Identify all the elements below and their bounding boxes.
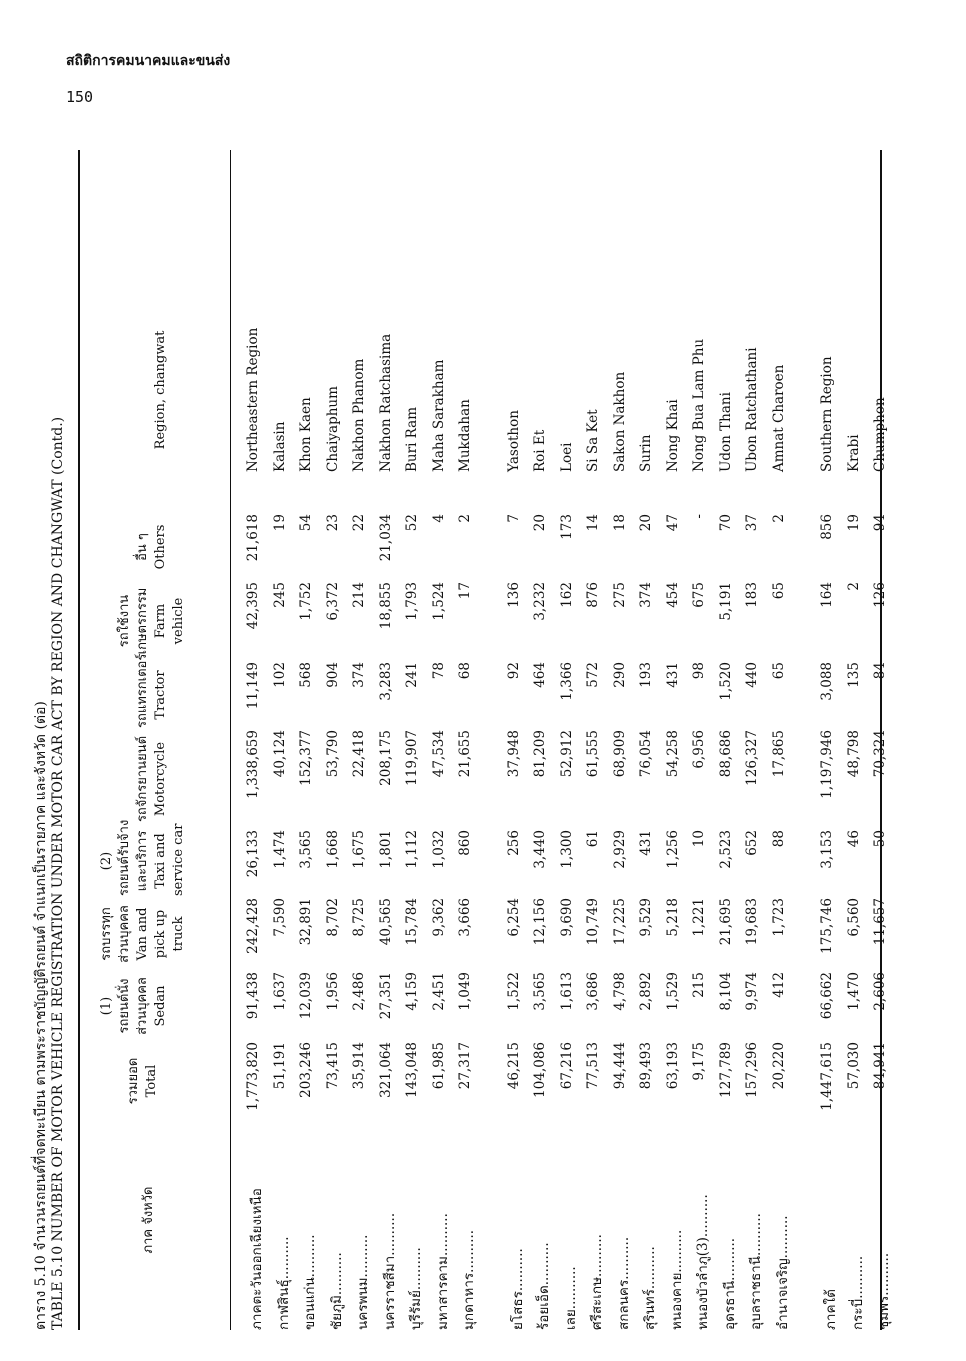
cell-farm: 374	[638, 582, 654, 608]
cell-farm: 18,855	[377, 582, 394, 630]
page-number: 150	[66, 88, 94, 106]
cell-moto: 1,197,946	[819, 730, 835, 799]
cell-sedan: 2,606	[872, 972, 888, 1011]
cell-total: 61,985	[430, 1042, 447, 1090]
cell-farm: 126	[872, 582, 888, 608]
cell-th: ชุมพร..........	[876, 1252, 892, 1330]
cell-moto: 152,377	[298, 730, 314, 786]
cell-farm: 6,372	[324, 582, 341, 621]
cell-en: Nong Bua Lam Phu	[691, 338, 707, 472]
cell-tractor: 78	[430, 662, 447, 680]
cell-th: มหาสารคาม..........	[434, 1213, 451, 1330]
cell-en: Kalasin	[271, 421, 288, 472]
cell-en: Si Sa Ket	[585, 409, 601, 472]
table-row	[298, 150, 320, 1330]
cell-total: 84,941	[872, 1042, 888, 1090]
cell-en: Nong Khai	[664, 399, 681, 472]
cell-th: อุดรธานี..........	[721, 1237, 738, 1330]
cell-farm: 2	[845, 582, 862, 591]
cell-others: -	[691, 514, 707, 519]
cell-total: 94,444	[611, 1042, 628, 1090]
cell-farm: 164	[819, 582, 835, 608]
cell-tractor: 135	[845, 662, 862, 688]
cell-en: Sakon Nakhon	[611, 371, 628, 472]
cell-taxi: 431	[638, 830, 654, 856]
cell-tractor: 431	[664, 662, 681, 688]
cell-sedan: 2,486	[351, 972, 367, 1011]
table-row	[272, 150, 294, 1330]
cell-moto: 40,124	[271, 730, 288, 778]
cell-sedan: 1,470	[845, 972, 862, 1011]
cell-sedan: 27,351	[377, 972, 394, 1020]
cell-taxi: 256	[505, 830, 522, 856]
cell-van: 1,723	[770, 898, 787, 937]
table-row	[718, 150, 740, 1330]
page-header: สถิติการคมนาคมและขนส่ง	[66, 53, 231, 69]
cell-moto: 1,338,659	[245, 730, 261, 799]
cell-farm: 245	[271, 582, 288, 608]
cell-sedan: 3,565	[532, 972, 548, 1011]
cell-en: Amnat Charoen	[770, 364, 787, 472]
cell-en: Khon Kaen	[298, 397, 314, 472]
table-title-thai: ตาราง 5.10 จำนวนรถยนต์ที่จดทะเบียน ตามพระราชบัญญัติรถยนต์ จำแนกเป็นรายภาค และจังหวัด (ต่อ)	[33, 701, 49, 1330]
cell-tractor: 3,283	[377, 662, 394, 701]
cell-moto: 53,790	[324, 730, 341, 778]
cell-van: 9,529	[638, 898, 654, 937]
table-row	[665, 150, 687, 1330]
cell-en: Maha Sarakham	[430, 359, 447, 472]
cell-moto: 17,865	[770, 730, 787, 778]
cell-total: 1,447,615	[819, 1042, 835, 1111]
cell-sedan: 9,974	[744, 972, 760, 1011]
cell-en: Mukdahan	[457, 399, 473, 472]
table-row	[506, 150, 528, 1330]
col-header-region-thai: ภาค จังหวัด	[141, 1186, 156, 1254]
cell-total: 1,773,820	[245, 1042, 261, 1111]
cell-th: หนองคาย..........	[668, 1229, 685, 1330]
cell-van: 175,746	[819, 898, 835, 954]
cell-moto: 52,912	[558, 730, 575, 778]
cell-others: 54	[298, 514, 314, 532]
cell-farm: 3,232	[532, 582, 548, 621]
cell-moto: 6,956	[691, 730, 707, 769]
cell-farm: 42,395	[245, 582, 261, 630]
cell-taxi: 26,133	[245, 830, 261, 878]
cell-tractor: 3,088	[819, 662, 835, 701]
cell-sedan: 2,451	[430, 972, 447, 1011]
cell-en: Northeastern Region	[245, 327, 261, 472]
cell-others: 37	[744, 514, 760, 532]
cell-van: 40,565	[377, 898, 394, 946]
table-row	[532, 150, 554, 1330]
cell-taxi: 1,668	[324, 830, 341, 869]
table-row	[846, 150, 868, 1330]
cell-tractor: 374	[351, 662, 367, 688]
cell-tractor: 193	[638, 662, 654, 688]
cell-taxi: 1,032	[430, 830, 447, 869]
cell-total: 127,789	[717, 1042, 734, 1098]
cell-moto: 21,655	[457, 730, 473, 778]
cell-others: 4	[430, 514, 447, 523]
col-header-region-english: Region, changwat	[153, 330, 168, 450]
cell-taxi: 46	[845, 830, 862, 848]
cell-van: 7,590	[271, 898, 288, 937]
cell-van: 10,749	[585, 898, 601, 946]
cell-taxi: 2,929	[611, 830, 628, 869]
cell-total: 321,064	[377, 1042, 394, 1098]
cell-others: 19	[845, 514, 862, 532]
cell-farm: 162	[558, 582, 575, 608]
col-header-sedan: (1) รถยนต์นั่ง ส่วนบุคคล Sedan	[99, 977, 168, 1035]
cell-farm: 5,191	[717, 582, 734, 621]
table-row	[378, 150, 400, 1330]
cell-moto: 54,258	[664, 730, 681, 778]
cell-th: ศรีสะเกษ..........	[589, 1234, 605, 1330]
cell-others: 856	[819, 514, 835, 540]
cell-moto: 47,534	[430, 730, 447, 778]
cell-tractor: 241	[404, 662, 420, 688]
cell-van: 6,560	[845, 898, 862, 937]
cell-farm: 1,793	[404, 582, 420, 621]
cell-taxi: 3,153	[819, 830, 835, 869]
cell-total: 157,296	[744, 1042, 760, 1098]
table-row	[431, 150, 453, 1330]
cell-th: ขอนแก่น..........	[302, 1234, 318, 1330]
cell-moto: 70,324	[872, 730, 888, 778]
cell-th: นครพนม..........	[355, 1234, 371, 1330]
col-header-tractor: รถแทรกเตอร์ Tractor	[135, 653, 168, 728]
cell-van: 8,725	[351, 898, 367, 937]
cell-farm: 17	[457, 582, 473, 600]
cell-total: 27,317	[457, 1042, 473, 1090]
cell-total: 63,193	[664, 1042, 681, 1090]
table-row	[744, 150, 766, 1330]
cell-moto: 81,209	[532, 730, 548, 778]
col-header-total: รวมยอด Total	[126, 1057, 159, 1105]
cell-en: Buri Ram	[404, 406, 420, 472]
cell-farm: 183	[744, 582, 760, 608]
cell-th: อุบลราชธานี..........	[748, 1213, 764, 1330]
cell-total: 20,220	[770, 1042, 787, 1090]
cell-tractor: 65	[770, 662, 787, 680]
cell-th: สุรินทร์..........	[642, 1246, 658, 1330]
cell-moto: 61,555	[585, 730, 601, 778]
cell-en: Roi Et	[532, 429, 548, 472]
cell-taxi: 860	[457, 830, 473, 856]
table-row	[559, 150, 581, 1330]
cell-th: กระบี่..........	[849, 1255, 866, 1330]
cell-others: 7	[505, 514, 522, 523]
table-row	[404, 150, 426, 1330]
cell-total: 104,086	[532, 1042, 548, 1098]
cell-others: 20	[638, 514, 654, 532]
cell-sedan: 1,049	[457, 972, 473, 1011]
cell-van: 5,218	[664, 898, 681, 937]
cell-en: Loei	[558, 442, 575, 472]
rotated-table	[30, 150, 950, 1330]
cell-taxi: 2,523	[717, 830, 734, 869]
cell-tractor: 464	[532, 662, 548, 688]
table-row	[351, 150, 373, 1330]
col-header-van: รถบรรทุก ส่วนบุคคล Van and pick up truck	[99, 905, 186, 963]
col-header-taxi: (2) รถยนต์รับจ้าง และบริการ Taxi and service car	[99, 819, 186, 896]
table-row	[691, 150, 713, 1330]
cell-van: 12,156	[532, 898, 548, 946]
table-title-english: TABLE 5.10 NUMBER OF MOTOR VEHICLE REGISTRATION UNDER MOTOR CAR ACT BY REGION AND CHANGWAT (Contd.)	[50, 416, 66, 1330]
cell-others: 22	[351, 514, 367, 532]
cell-taxi: 1,256	[664, 830, 681, 869]
cell-th: มุกดาหาร..........	[461, 1229, 477, 1330]
cell-tractor: 102	[271, 662, 288, 688]
cell-sedan: 2,892	[638, 972, 654, 1011]
cell-sedan: 4,798	[611, 972, 628, 1011]
cell-taxi: 3,440	[532, 830, 548, 869]
cell-th: บุรีรัมย์..........	[408, 1247, 424, 1330]
cell-moto: 76,054	[638, 730, 654, 778]
cell-others: 19	[271, 514, 288, 532]
cell-en: Chumphon	[872, 397, 888, 472]
cell-total: 35,914	[351, 1042, 367, 1090]
table-row	[872, 150, 894, 1330]
cell-sedan: 8,104	[717, 972, 734, 1011]
cell-tractor: 1,366	[558, 662, 575, 701]
cell-sedan: 1,637	[271, 972, 288, 1011]
table-row	[612, 150, 634, 1330]
cell-taxi: 10	[691, 830, 707, 848]
cell-total: 51,191	[271, 1042, 288, 1090]
cell-tractor: 92	[505, 662, 522, 680]
cell-others: 21,618	[245, 514, 261, 562]
cell-sedan: 4,159	[404, 972, 420, 1011]
cell-others: 14	[585, 514, 601, 532]
cell-en: Chaiyaphum	[324, 386, 341, 472]
cell-total: 9,175	[691, 1042, 707, 1081]
cell-total: 143,048	[404, 1042, 420, 1098]
cell-moto: 88,686	[717, 730, 734, 778]
cell-tractor: 568	[298, 662, 314, 688]
cell-moto: 119,907	[404, 730, 420, 786]
cell-taxi: 1,300	[558, 830, 575, 869]
cell-th: อำนาจเจริญ..........	[774, 1215, 791, 1330]
cell-moto: 208,175	[377, 730, 394, 786]
cell-farm: 675	[691, 582, 707, 608]
cell-th: นครราชสีมา..........	[381, 1212, 398, 1330]
cell-van: 15,784	[404, 898, 420, 946]
cell-th: ร้อยเอ็ด..........	[536, 1242, 552, 1330]
cell-th: ชัยภูมิ..........	[328, 1252, 345, 1330]
cell-sedan: 91,438	[245, 972, 261, 1020]
cell-th: สกลนคร..........	[615, 1236, 632, 1330]
cell-moto: 68,909	[611, 730, 628, 778]
table-row	[638, 150, 660, 1330]
cell-taxi: 1,675	[351, 830, 367, 869]
cell-sedan: 1,956	[324, 972, 341, 1011]
table-top-rule	[78, 150, 80, 1330]
col-header-others: อื่น ๆ Others	[135, 524, 168, 570]
cell-van: 6,254	[505, 898, 522, 937]
cell-others: 70	[717, 514, 734, 532]
cell-th: กาฬสินธุ์..........	[275, 1236, 292, 1330]
cell-th: ยโสธร..........	[509, 1248, 526, 1330]
cell-farm: 1,524	[430, 582, 447, 621]
cell-van: 9,362	[430, 898, 447, 937]
cell-farm: 275	[611, 582, 628, 608]
cell-taxi: 61	[585, 830, 601, 848]
cell-farm: 454	[664, 582, 681, 608]
cell-th: ภาคตะวันออกเฉียงเหนือ	[249, 1188, 265, 1330]
cell-others: 23	[324, 514, 341, 532]
cell-others: 52	[404, 514, 420, 532]
cell-en: Surin	[638, 434, 654, 472]
cell-th: ภาคใต้	[823, 1289, 839, 1330]
cell-total: 77,513	[585, 1042, 601, 1090]
cell-van: 19,683	[744, 898, 760, 946]
cell-en: Krabi	[845, 434, 862, 472]
cell-van: 21,695	[717, 898, 734, 946]
cell-others: 20	[532, 514, 548, 532]
cell-en: Nakhon Phanom	[351, 358, 367, 472]
cell-taxi: 3,565	[298, 830, 314, 869]
table-row	[325, 150, 347, 1330]
cell-sedan: 412	[770, 972, 787, 998]
cell-farm: 214	[351, 582, 367, 608]
cell-total: 73,415	[324, 1042, 341, 1090]
cell-tractor: 84	[872, 662, 888, 680]
cell-total: 89,493	[638, 1042, 654, 1090]
cell-moto: 48,798	[845, 730, 862, 778]
cell-van: 17,225	[611, 898, 628, 946]
cell-sedan: 215	[691, 972, 707, 998]
cell-farm: 876	[585, 582, 601, 608]
cell-taxi: 1,801	[377, 830, 394, 869]
cell-sedan: 12,039	[298, 972, 314, 1020]
cell-moto: 22,418	[351, 730, 367, 778]
table-row	[771, 150, 793, 1330]
cell-farm: 65	[770, 582, 787, 600]
cell-tractor: 440	[744, 662, 760, 688]
cell-van: 1,221	[691, 898, 707, 937]
cell-tractor: 572	[585, 662, 601, 688]
cell-van: 242,428	[245, 898, 261, 954]
cell-en: Yasothon	[505, 410, 522, 472]
cell-farm: 136	[505, 582, 522, 608]
cell-taxi: 1,474	[271, 830, 288, 869]
cell-total: 46,215	[505, 1042, 522, 1090]
cell-taxi: 88	[770, 830, 787, 848]
cell-en: Udon Thani	[717, 392, 734, 472]
cell-sedan: 1,522	[505, 972, 522, 1011]
cell-tractor: 68	[457, 662, 473, 680]
cell-sedan: 1,613	[558, 972, 575, 1011]
cell-th: เลย..........	[562, 1266, 579, 1330]
cell-tractor: 290	[611, 662, 628, 688]
table-row	[585, 150, 607, 1330]
cell-taxi: 1,112	[404, 830, 420, 869]
cell-others: 2	[457, 514, 473, 523]
cell-th: หนองบัวลำภู(3)..........	[695, 1194, 711, 1330]
cell-tractor: 98	[691, 662, 707, 680]
cell-others: 18	[611, 514, 628, 532]
cell-sedan: 66,662	[819, 972, 835, 1020]
cell-tractor: 904	[324, 662, 341, 688]
cell-others: 2	[770, 514, 787, 523]
cell-tractor: 1,520	[717, 662, 734, 701]
cell-van: 11,657	[872, 898, 888, 946]
cell-en: Nakhon Ratchasima	[377, 333, 394, 472]
table-row	[819, 150, 841, 1330]
cell-taxi: 652	[744, 830, 760, 856]
cell-others: 21,034	[377, 514, 394, 562]
table-row	[245, 150, 267, 1330]
table-bottom-rule	[880, 150, 882, 1330]
cell-en: Ubon Ratchathani	[744, 347, 760, 472]
cell-tractor: 11,149	[245, 662, 261, 710]
cell-others: 47	[664, 514, 681, 532]
cell-farm: 1,752	[298, 582, 314, 621]
cell-van: 32,891	[298, 898, 314, 946]
table-row	[457, 150, 479, 1330]
col-header-farm-vehicle: รถใช้งาน เกษตรกรรม Farm vehicle	[117, 587, 186, 655]
cell-total: 203,246	[298, 1042, 314, 1098]
cell-taxi: 50	[872, 830, 888, 848]
cell-van: 3,666	[457, 898, 473, 937]
cell-van: 9,690	[558, 898, 575, 937]
cell-moto: 126,327	[744, 730, 760, 786]
table-header-rule	[230, 150, 231, 1330]
cell-total: 57,030	[845, 1042, 862, 1090]
cell-en: Southern Region	[819, 356, 835, 472]
cell-sedan: 1,529	[664, 972, 681, 1011]
cell-others: 94	[872, 514, 888, 532]
cell-moto: 37,948	[505, 730, 522, 778]
cell-others: 173	[558, 514, 575, 540]
cell-van: 8,702	[324, 898, 341, 937]
col-header-motorcycle: รถจักรยานยนต์ Motorcycle	[135, 735, 168, 823]
cell-sedan: 3,686	[585, 972, 601, 1011]
cell-total: 67,216	[558, 1042, 575, 1090]
